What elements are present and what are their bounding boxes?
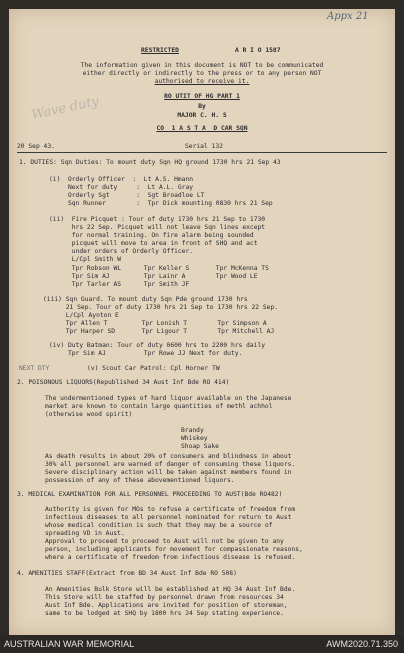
medical-exam-heading: 3. MEDICAL EXAMINATION FOR ALL PERSONNEL PROCEEDING TO AUST(Bde RO482) (17, 491, 283, 498)
sqn-guard-line-1: (iii) Sqn Guard. To mount duty Sqn Pde ground 1730 hrs (43, 296, 248, 303)
institution-label: AUSTRALIAN WAR MEMORIAL (4, 639, 135, 649)
notice-line-3: authorised to receive it. (154, 78, 250, 85)
liquors-para-7: possession of any of these abovementioned liquors. (45, 477, 235, 484)
amenities-para-4: same to be lodged at SHQ by 1800 hrs 24 Sep stating experience. (45, 610, 284, 617)
by-line: By (198, 103, 206, 110)
sqn-guard-roster-1: Tpr Allen T Tpr Lonish T Tpr Simpson A (43, 320, 267, 327)
document-page (9, 9, 395, 635)
sqn-guard-roster-2: Tpr Harper SD Tpr Ligour T Tpr Mitchell AJ (43, 328, 275, 335)
footer-bar (0, 635, 404, 653)
liquor-item-2: Whiskey (181, 435, 208, 442)
sqn-guard-line-2: 21 Sep. Tour of duty 1730 hrs 21 Sep to 1730 hrs 22 Sep. (43, 304, 279, 311)
notice-line-1: The information given in this document is NOT to be communicated (80, 62, 324, 69)
duties-heading: 1. DUTIES: Sqn Duties: To mount duty Sqn HQ ground 1730 hrs 21 Sep 43 (19, 159, 281, 166)
liquors-para-6: Severe disciplinary action will be taken against members found in (45, 469, 292, 476)
orderly-sgt: Orderly Sgt : Sgt Broadloe LT (49, 192, 205, 199)
notice-line-2: either directly or indirectly to the press or to any person NOT (82, 70, 322, 77)
fire-picquet-line-3: for normal training. On fire alarm being sounded (49, 232, 254, 239)
fire-picquet-line-5: under orders of Orderly Officer. (49, 248, 194, 255)
header-divider (17, 152, 387, 153)
liquors-para-2: market are known to contain large quantities of methl achhol (45, 403, 273, 410)
sqn-runner: Sqn Runner : Tpr Dick mounting 0830 hrs 21 Sep (49, 200, 273, 207)
amenities-para-2: This Store will be staffed by personnel drawn from resources 34 (45, 594, 284, 601)
amenities-para-3: Aust Inf Bde. Applications are invited for position of storeman, (45, 602, 288, 609)
liquors-para-4: As death results in about 20% of consumers and blindness in about (45, 453, 292, 460)
medical-para-3: whose medical condition is such that they may be a source of (45, 522, 273, 529)
orderly-officer: (i) Orderly Officer : Lt A.S. Hmann (49, 176, 194, 183)
next-duty-label: NEXT DTY (19, 365, 50, 372)
accession-number: AWM2020.71.350 (326, 639, 398, 649)
document-date: 20 Sep 43. (17, 143, 55, 150)
unit-name: CO 1 A S T A D CAR SQN (156, 125, 248, 132)
fire-picquet-roster-2: Tpr Sim AJ Tpr Lainr A Tpr Wood LE (49, 273, 258, 280)
classification-label: RESTRICTED (141, 47, 179, 54)
duty-batman-line-1: (iv) Duty Batman: Tour of duty 0600 hrs to 2200 hrs daily (49, 342, 266, 349)
liquor-item-1: Brandy (181, 427, 204, 434)
amenities-para-1: An Amenities Bulk Store will be established at HQ 34 Aust Inf Bde. (45, 586, 296, 593)
liquors-para-5: 30% all personnel are warned of danger of consuming these liquors. (45, 461, 296, 468)
sqn-guard-nco: L/Cpl Aynton E (43, 312, 119, 319)
next-for-duty: Next for duty : Lt A.L. Gray (49, 184, 194, 191)
amenities-heading: 4. AMENITIES STAFF(Extract from BD 34 Aust Inf Bde RO 508) (17, 570, 237, 577)
poisonous-liquors-heading: 2. POISONOUS LIQUORS(Republished 34 Aust Inf Bde RO 414) (17, 379, 230, 386)
copy-number: A R I O 1587 (235, 47, 281, 54)
serial-number: Serial 132 (185, 143, 223, 150)
scout-car-patrol: (v) Scout Car Patrol: Cpl Horner TW (87, 365, 220, 372)
liquor-item-3: Shoap Sake (181, 443, 219, 450)
liquors-para-3: (otherwise wood spirit) (45, 411, 133, 418)
appendix-annotation: Appx 21 (327, 11, 369, 22)
fire-picquet-line-4: picquet will move to area in front of SHQ and act (49, 240, 258, 247)
medical-para-4: spreading VD in Aust. (45, 530, 125, 537)
medical-para-7: where a certificate of freedom from infectious disease is refused. (45, 554, 296, 561)
handwritten-note: Wave duty (30, 94, 101, 123)
duty-batman-line-2: Tpr Sim AJ Tpr Rowe JJ Next for duty. (49, 350, 243, 357)
medical-para-6: person, including applicants for movement for compassionate reasons, (45, 546, 303, 553)
author-name: MAJOR C. H. S (177, 112, 227, 119)
fire-picquet-line-2: hrs 22 Sep. Picquet will not leave Sqn lines except (49, 224, 266, 231)
medical-para-5: Approval to proceed to proceed to Aust will not be given to any (45, 538, 284, 545)
fire-picquet-line-1: (ii) Fire Picquet : Tour of duty 1730 hrs 21 Sep to 1730 (49, 216, 266, 223)
fire-picquet-roster-3: Tpr Tarler AS Tpr Smith JF (49, 281, 190, 288)
fire-picquet-roster-1: Tpr Robson WL Tpr Keller S Tpr McKenna TS (49, 265, 269, 272)
fire-picquet-nco: L/Cpl Smith W (49, 256, 122, 263)
liquors-para-1: The undermentioned types of hard liquor available on the Japanese (45, 395, 292, 402)
document-title: RO UTIT OF HG PART 1 (164, 93, 240, 100)
medical-para-1: Authority is given for MOs to refuse a certificate of freedom from (45, 506, 296, 513)
medical-para-2: infectious diseases to all personnel nominated for return to Aust (45, 514, 292, 521)
